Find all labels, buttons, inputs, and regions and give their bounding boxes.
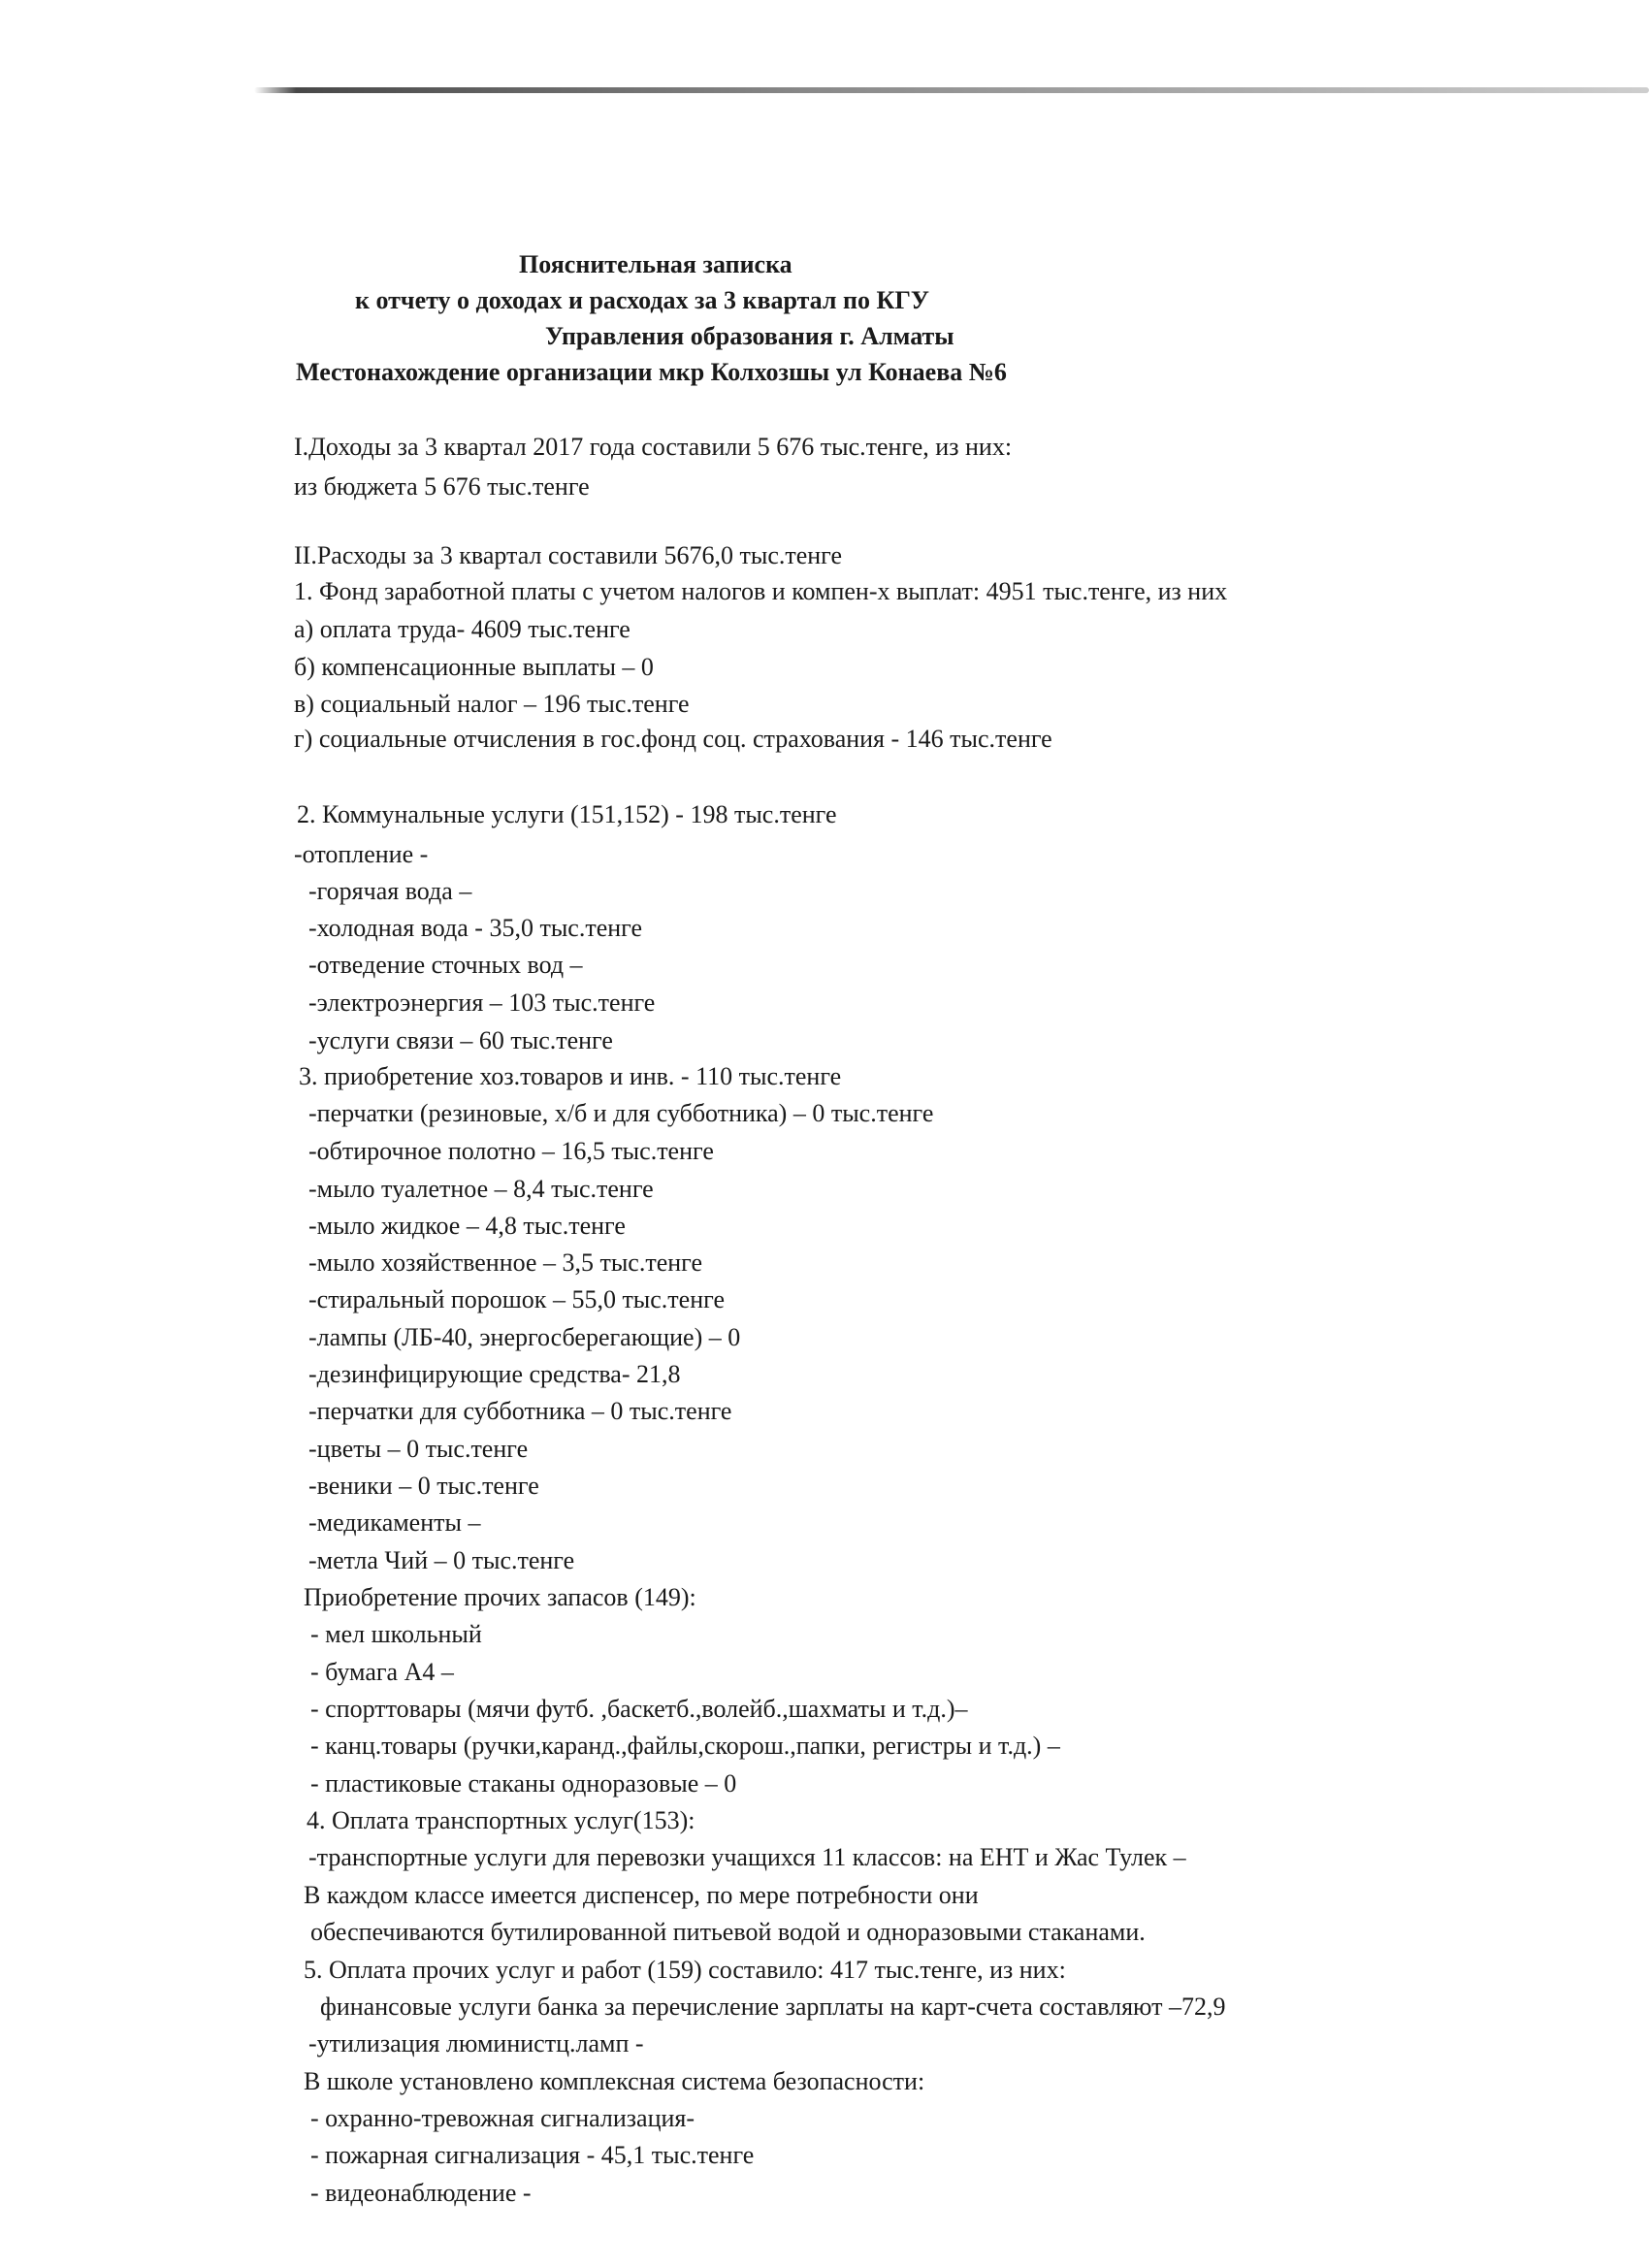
- supplies-item: -стиральный порошок – 55,0 тыс.тенге: [308, 1285, 725, 1313]
- doc-title: Пояснительная записка: [519, 250, 792, 278]
- supplies-item: 3. приобретение хоз.товаров и инв. - 110 тыс.тенге: [299, 1062, 842, 1090]
- supplies-item: -метла Чий – 0 тыс.тенге: [308, 1546, 575, 1574]
- utilities-item: -отведение сточных вод –: [308, 951, 583, 979]
- supplies-item: -мыло жидкое – 4,8 тыс.тенге: [308, 1212, 626, 1240]
- payroll-item: г) социальные отчисления в гос.фонд соц. страхования - 146 тыс.тенге: [294, 725, 1052, 753]
- income-budget: из бюджета 5 676 тыс.тенге: [294, 472, 590, 501]
- utilities-item: -холодная вода - 35,0 тыс.тенге: [308, 914, 643, 942]
- transport-item: обеспечиваются бутилированной питьевой водой и одноразовыми стаканами.: [310, 1918, 1146, 1946]
- other-stocks-item: Приобретение прочих запасов (149):: [304, 1583, 696, 1611]
- other-services-item: финансовые услуги банка за перечисление зарплаты на карт-счета составляют –72,9: [320, 1993, 1226, 2021]
- other-stocks-item: - мел школьный: [310, 1620, 482, 1648]
- other-stocks-item: - спорттовары (мячи футб. ,баскетб.,волейб.,шахматы и т.д.)–: [310, 1695, 968, 1723]
- supplies-item: -обтирочное полотно – 16,5 тыс.тенге: [308, 1137, 714, 1165]
- utilities-item: -услуги связи – 60 тыс.тенге: [308, 1026, 613, 1054]
- income-total: I.Доходы за 3 квартал 2017 года составили 5 676 тыс.тенге, из них:: [294, 433, 1013, 461]
- supplies-item: -мыло хозяйственное – 3,5 тыс.тенге: [308, 1248, 703, 1277]
- utilities-item: -электроэнергия – 103 тыс.тенге: [308, 988, 656, 1017]
- doc-organization: Управления образования г. Алматы: [545, 322, 954, 350]
- payroll-item: 1. Фонд заработной платы с учетом налогов и компен-х выплат: 4951 тыс.тенге, из них: [294, 577, 1228, 605]
- payroll-item: в) социальный налог – 196 тыс.тенге: [294, 690, 690, 718]
- utilities-item: 2. Коммунальные услуги (151,152) - 198 тыс.тенге: [297, 800, 837, 828]
- other-services-item: - видеонаблюдение -: [310, 2179, 532, 2207]
- utilities-item: -горячая вода –: [308, 877, 472, 905]
- doc-location: Местонахождение организации мкр Колхозшы ул Конаева №6: [296, 358, 1007, 386]
- other-services-item: - охранно-тревожная сигнализация-: [310, 2104, 695, 2132]
- supplies-item: -дезинфицирующие средства- 21,8: [308, 1360, 681, 1388]
- other-services-item: В школе установлено комплексная система безопасности:: [304, 2067, 925, 2095]
- expenses-total: II.Расходы за 3 квартал составили 5676,0 тыс.тенге: [294, 541, 843, 569]
- transport-item: В каждом классе имеется диспенсер, по мере потребности они: [304, 1881, 979, 1909]
- transport-item: 4. Оплата транспортных услуг(153):: [307, 1806, 695, 1834]
- payroll-item: а) оплата труда- 4609 тыс.тенге: [294, 615, 630, 643]
- other-services-item: 5. Оплата прочих услуг и работ (159) составило: 417 тыс.тенге, из них:: [304, 1956, 1066, 1984]
- supplies-item: -перчатки для субботника – 0 тыс.тенге: [308, 1397, 732, 1425]
- utilities-item: -отопление -: [294, 840, 429, 868]
- supplies-item: -лампы (ЛБ-40, энергосберегающие) – 0: [308, 1323, 741, 1351]
- other-services-item: -утилизация люминистц.ламп -: [308, 2029, 644, 2057]
- supplies-item: -цветы – 0 тыс.тенге: [308, 1435, 529, 1463]
- supplies-item: -мыло туалетное – 8,4 тыс.тенге: [308, 1175, 654, 1203]
- doc-subtitle: к отчету о доходах и расходах за 3 квартал по КГУ: [355, 286, 929, 314]
- payroll-item: б) компенсационные выплаты – 0: [294, 653, 654, 681]
- other-stocks-item: - бумага А4 –: [310, 1658, 454, 1686]
- transport-item: -транспортные услуги для перевозки учащихся 11 классов: на ЕНТ и Жас Тулек –: [308, 1843, 1186, 1871]
- other-stocks-item: - канц.товары (ручки,каранд.,файлы,скорош.,папки, регистры и т.д.) –: [310, 1732, 1060, 1760]
- other-stocks-item: - пластиковые стаканы одноразовые – 0: [310, 1769, 737, 1798]
- other-services-item: - пожарная сигнализация - 45,1 тыс.тенге: [310, 2141, 755, 2169]
- scan-edge-shadow: [254, 87, 1649, 93]
- supplies-item: -медикаменты –: [308, 1508, 481, 1537]
- supplies-item: -веники – 0 тыс.тенге: [308, 1472, 539, 1500]
- supplies-item: -перчатки (резиновые, х/б и для субботника) – 0 тыс.тенге: [308, 1099, 934, 1127]
